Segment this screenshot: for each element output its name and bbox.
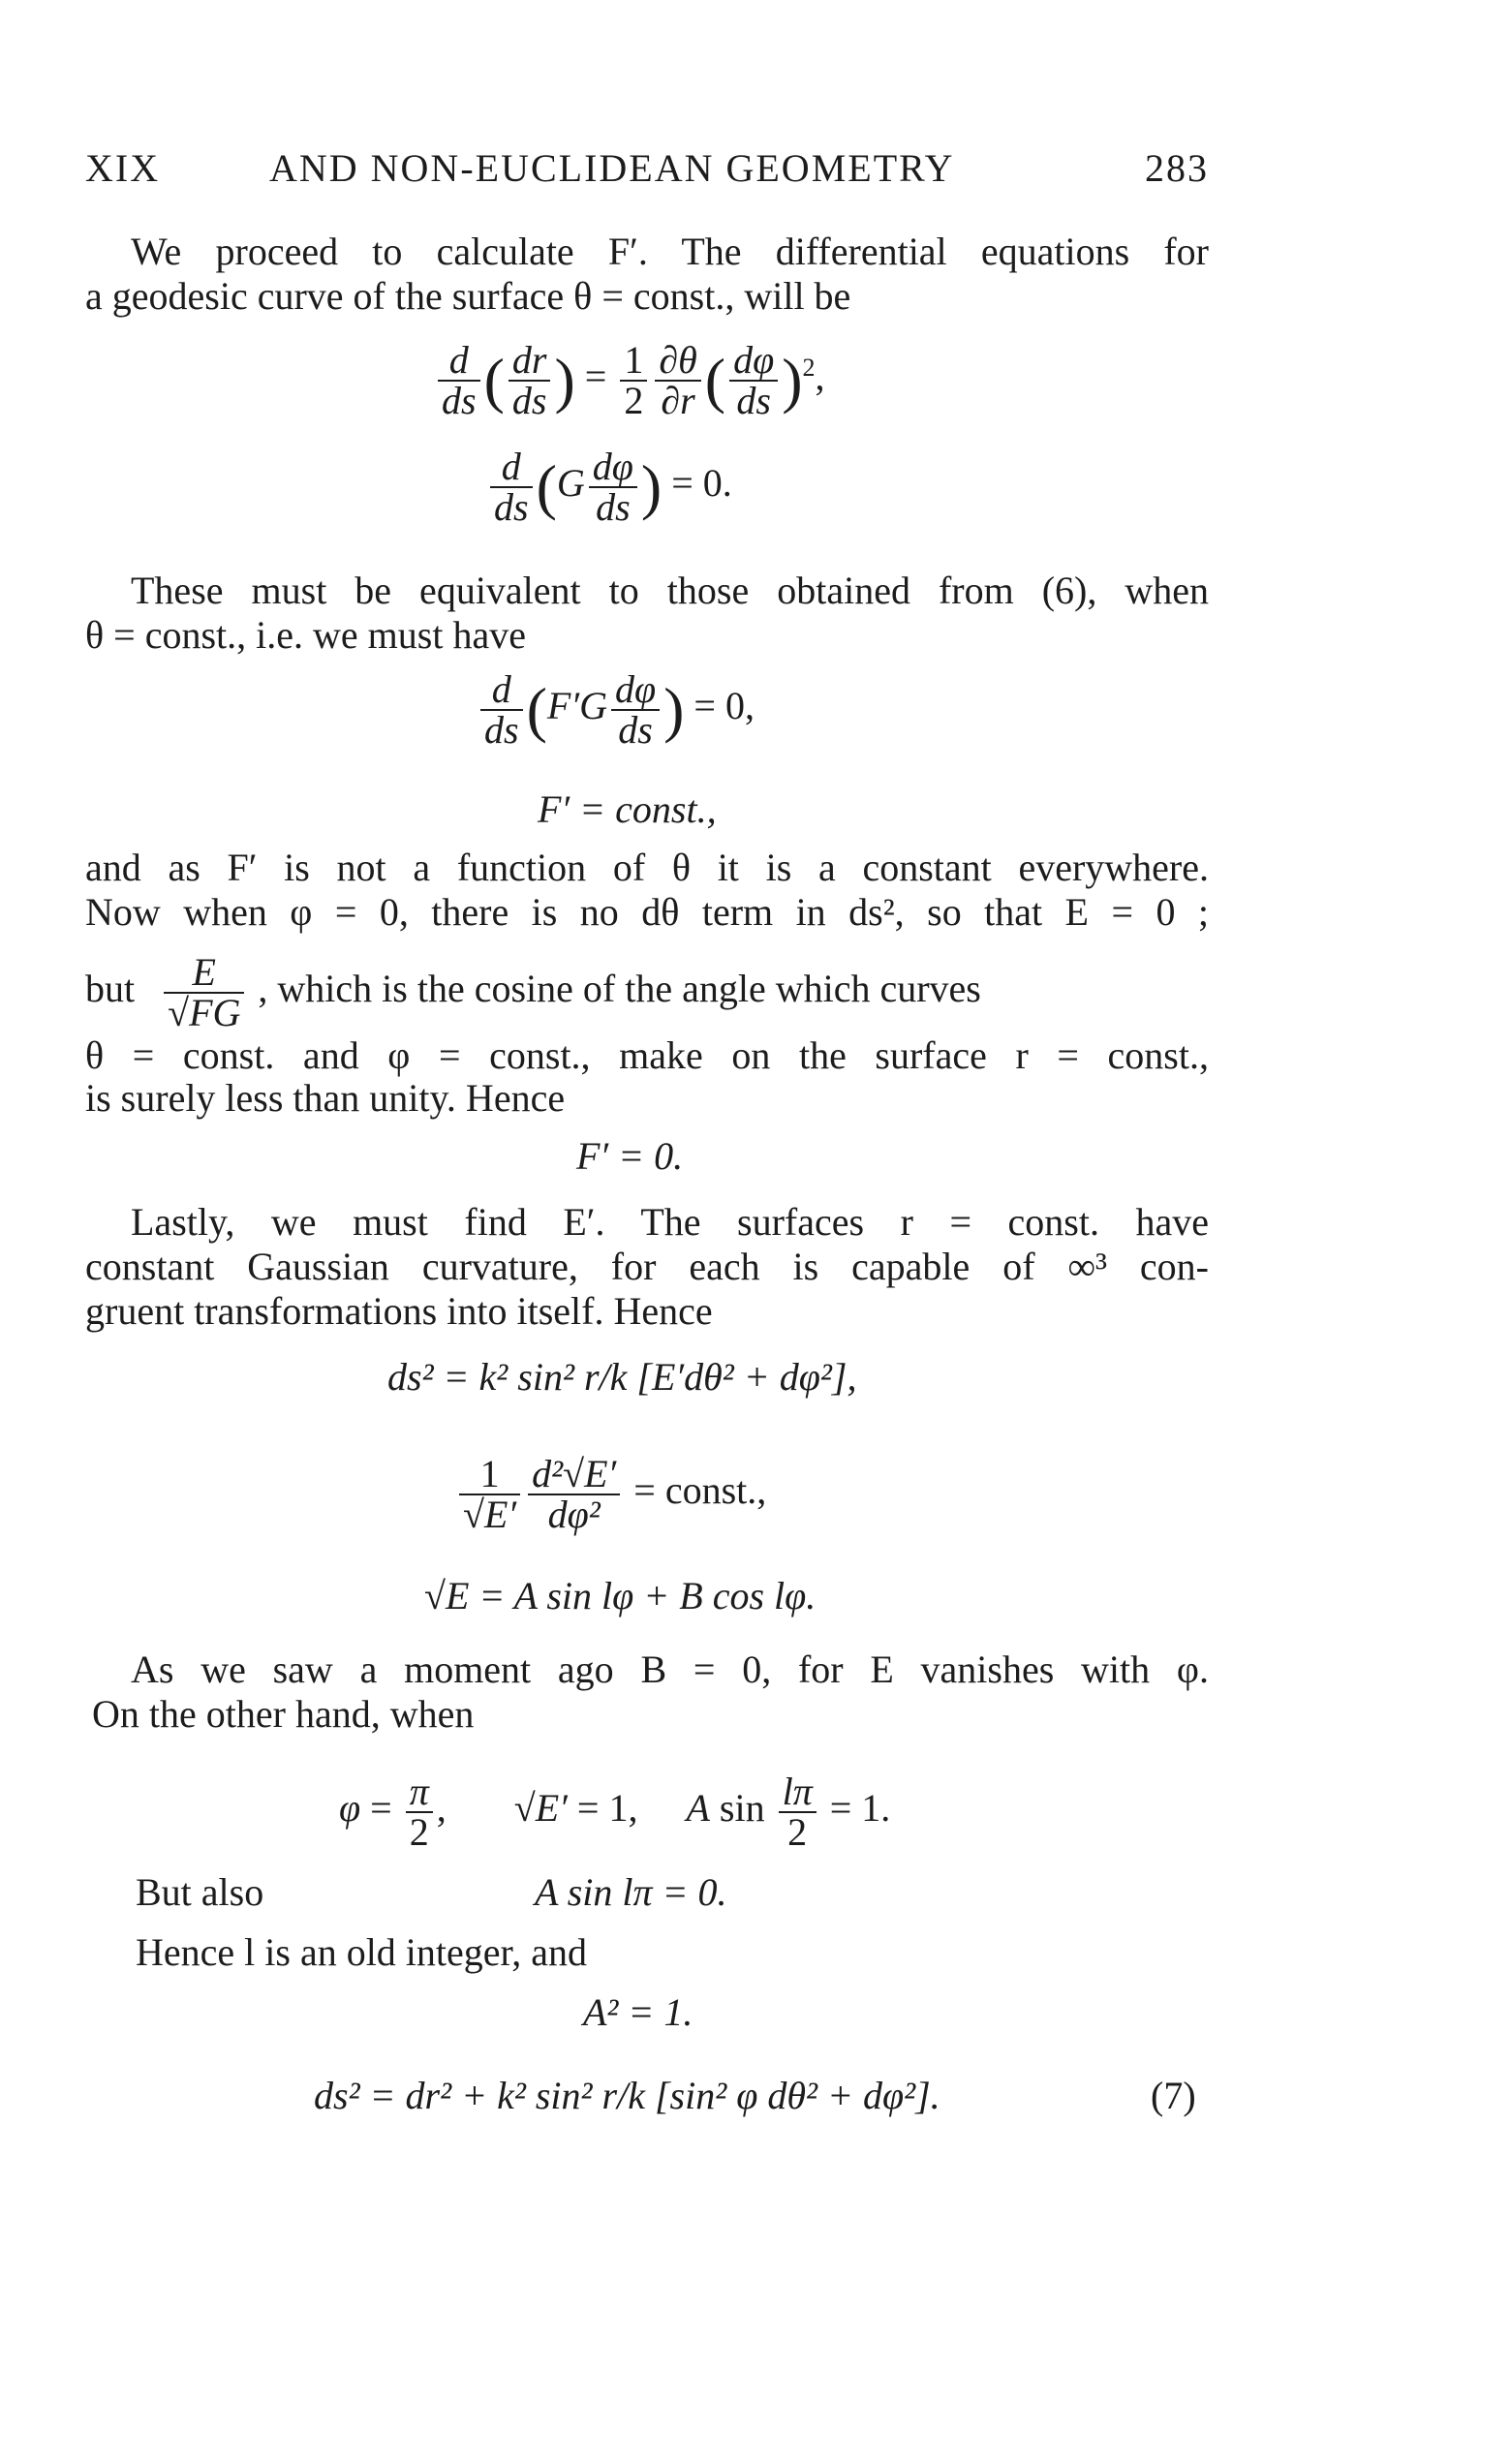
equation-3: $\frac{d}{ds}$ (F′G $\frac{d\varphi}{ds}$ ) = 0, <box>477 670 755 750</box>
equation-1: $\frac{d}{ds}$ ( $\frac{dr}{ds}$ ) = $\frac{1}{2}$ $\frac{\partial\theta}{\partial r}$ ( $\frac{d\varphi}{ds}$ )$^2$, <box>434 341 825 420</box>
text-line: Now when φ = 0, there is no dθ term in ds², so that E = 0 ; <box>85 890 1209 934</box>
equation-10: A sin lπ = 0. <box>535 1870 727 1914</box>
text-line: We proceed to calculate F′. The differential equations for <box>131 230 1209 273</box>
equation-number: (7) <box>1151 2074 1196 2117</box>
text-fragment: but <box>85 967 136 1011</box>
chapter-number: XIX <box>85 146 161 190</box>
equation-11: A² = 1. <box>583 1990 693 2034</box>
text-line-with-fraction <box>85 950 1209 1034</box>
text-line: a geodesic curve of the surface θ = const., will be <box>85 274 851 318</box>
text-line: and as F′ is not a function of θ it is a constant everywhere. <box>85 846 1209 889</box>
text-line: θ = const., i.e. we must have <box>85 613 526 657</box>
equation-2: $\frac{d}{ds}$ (G $\frac{d\varphi}{ds}$ ) = 0. <box>486 447 732 527</box>
text-line: θ = const. and φ = const., make on the surface r = const., <box>85 1033 1209 1077</box>
text-line: But also <box>136 1870 264 1914</box>
text-line: is surely less than unity. Hence <box>85 1076 566 1120</box>
equation-9: φ = $\frac{\pi}{2}$ , √E′ = 1, A sin $\frac{l\pi}{2}$ = 1. <box>339 1770 891 1854</box>
text-line: Lastly, we must find E′. The surfaces r = const. have <box>131 1200 1209 1244</box>
text-fragment: , which is the cosine of the angle which curves <box>258 967 981 1011</box>
equation-4: F′ = const., <box>538 787 717 831</box>
text-line: constant Gaussian curvature, for each is capable of ∞³ con- <box>85 1245 1209 1288</box>
running-header <box>85 145 1209 194</box>
page-number: 283 <box>1145 146 1209 190</box>
text-line: gruent transformations into itself. Hence <box>85 1289 713 1333</box>
text-line: These must be equivalent to those obtained from (6), when <box>131 569 1209 612</box>
text-line: Hence l is an old integer, and <box>136 1930 588 1974</box>
text-line: As we saw a moment ago B = 0, for E vanishes with φ. <box>131 1648 1209 1691</box>
equation-5: F′ = 0. <box>576 1134 684 1178</box>
running-title: AND NON-EUCLIDEAN GEOMETRY <box>269 146 955 190</box>
inline-fraction: $\frac{E}{√FG}$ <box>164 953 244 1032</box>
equation-6: ds² = k² sin² r/k [E′dθ² + dφ²], <box>387 1355 857 1399</box>
text-line: On the other hand, when <box>92 1692 475 1736</box>
equation-12: ds² = dr² + k² sin² r/k [sin² φ dθ² + dφ²]. <box>314 2074 940 2117</box>
equation-8: √E = A sin lφ + B cos lφ. <box>424 1574 817 1617</box>
equation-7: $\frac{1}{√E'}$ $\frac{\text{d²√E′}}{\text{dφ²}}$ = const., <box>455 1455 766 1534</box>
